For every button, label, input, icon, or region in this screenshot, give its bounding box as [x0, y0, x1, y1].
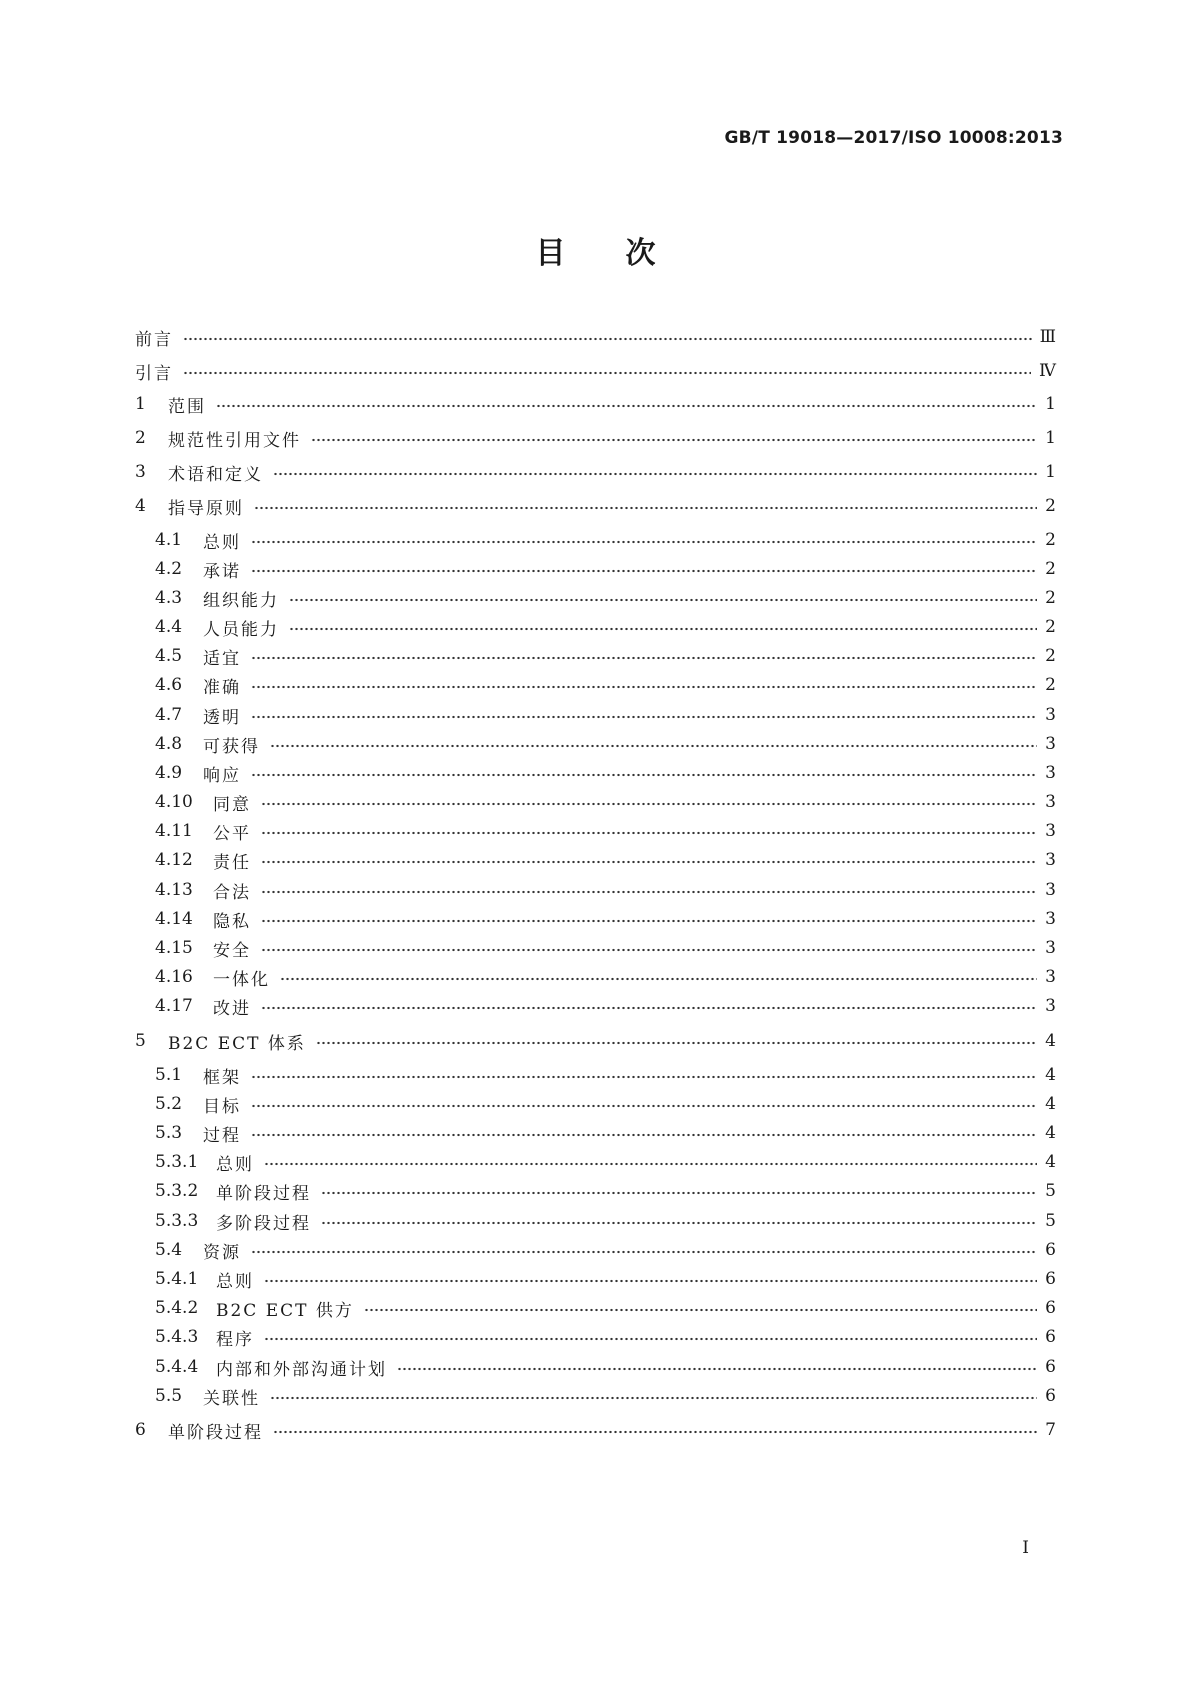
toc-entry-page: 4 [1045, 1152, 1056, 1172]
toc-entry-number: 4.9 [155, 763, 183, 783]
toc-entry[interactable] [0, 460, 1191, 484]
toc-entry-page: 2 [1045, 675, 1056, 695]
toc-entry[interactable] [0, 936, 1191, 960]
toc-entry[interactable] [0, 644, 1191, 668]
toc-entry-page: 4 [1045, 1094, 1056, 1114]
toc-entry-page: 4 [1045, 1031, 1056, 1051]
toc-entry-title: 程序 [216, 1329, 254, 1350]
dot-leader [261, 790, 1037, 814]
toc-entry[interactable] [0, 1121, 1191, 1145]
toc-entry[interactable] [0, 1355, 1191, 1379]
toc-entry-number: 4.7 [155, 705, 183, 725]
dot-leader [183, 325, 1032, 349]
toc-entry[interactable] [0, 703, 1191, 727]
toc-entry[interactable] [0, 1296, 1191, 1320]
toc-entry[interactable] [0, 1384, 1191, 1408]
toc-entry-number: 4.16 [155, 967, 193, 987]
toc-entry-page: 5 [1045, 1211, 1056, 1231]
dot-leader [311, 426, 1037, 450]
toc-entry[interactable] [0, 994, 1191, 1018]
toc-entry[interactable] [0, 1325, 1191, 1349]
toc-entry-number: 4.1 [155, 530, 183, 550]
toc-entry-title: 适宜 [203, 648, 241, 669]
dot-leader [280, 965, 1037, 989]
toc-entry-title: 公平 [213, 823, 251, 844]
toc-entry-title: 总则 [216, 1154, 254, 1175]
toc-entry-number: 4.3 [155, 588, 183, 608]
toc-entry-page: 3 [1045, 967, 1056, 987]
toc-entry[interactable] [0, 392, 1191, 416]
dot-leader [264, 1325, 1037, 1349]
toc-entry-page: 3 [1045, 821, 1056, 841]
toc-entry-title: 承诺 [203, 561, 241, 582]
dot-leader [289, 586, 1037, 610]
toc-entry-number: 4.6 [155, 675, 183, 695]
toc-entry-number: 4.8 [155, 734, 183, 754]
dot-leader [321, 1179, 1037, 1203]
toc-entry-page: 3 [1045, 996, 1056, 1016]
toc-entry-title: 人员能力 [203, 619, 279, 640]
dot-leader [183, 359, 1031, 383]
toc-entry[interactable] [0, 1209, 1191, 1233]
dot-leader [254, 494, 1037, 518]
toc-entry-page: Ⅲ [1039, 327, 1056, 347]
toc-entry-page: Ⅳ [1039, 361, 1056, 381]
dot-leader [251, 528, 1037, 552]
toc-entry-title: 一体化 [213, 969, 270, 990]
toc-entry-number: 5.3.2 [155, 1181, 199, 1201]
toc-entry-page: 6 [1045, 1357, 1056, 1377]
table-of-contents [0, 325, 1191, 1555]
toc-entry-page: 5 [1045, 1181, 1056, 1201]
toc-entry[interactable] [0, 557, 1191, 581]
toc-entry-title: B2C ECT 供方 [216, 1300, 354, 1321]
toc-entry-number: 5.5 [155, 1386, 183, 1406]
dot-leader [261, 848, 1037, 872]
toc-entry-page: 3 [1045, 938, 1056, 958]
toc-entry[interactable] [0, 1150, 1191, 1174]
toc-entry-number: 5 [135, 1031, 146, 1051]
page-title: 目次 [535, 236, 716, 271]
toc-entry-page: 2 [1045, 646, 1056, 666]
toc-entry-title: 单阶段过程 [216, 1183, 311, 1204]
toc-entry-title: 前言 [135, 329, 173, 350]
toc-entry-number: 4 [135, 496, 146, 516]
toc-entry[interactable] [0, 761, 1191, 785]
toc-entry[interactable] [0, 1092, 1191, 1116]
toc-entry-title: 安全 [213, 940, 251, 961]
toc-entry-page: 6 [1045, 1327, 1056, 1347]
toc-entry-page: 3 [1045, 792, 1056, 812]
dot-leader [316, 1029, 1037, 1053]
page-number: I [1022, 1538, 1029, 1558]
toc-entry[interactable] [0, 1029, 1191, 1053]
toc-entry-page: 2 [1045, 530, 1056, 550]
toc-entry-page: 2 [1045, 617, 1056, 637]
dot-leader [251, 644, 1037, 668]
toc-entry[interactable] [0, 907, 1191, 931]
toc-entry-title: 范围 [168, 396, 206, 417]
toc-entry-title: 引言 [135, 363, 173, 384]
toc-entry-title: 关联性 [203, 1388, 260, 1409]
toc-entry-number: 4.5 [155, 646, 183, 666]
toc-entry-number: 3 [135, 462, 146, 482]
dot-leader [251, 1238, 1037, 1262]
toc-entry-title: 责任 [213, 852, 251, 873]
toc-entry[interactable] [0, 528, 1191, 552]
toc-entry-page: 1 [1045, 462, 1056, 482]
toc-entry-number: 4.15 [155, 938, 193, 958]
toc-entry[interactable] [0, 1238, 1191, 1262]
dot-leader [270, 1384, 1037, 1408]
toc-entry-page: 6 [1045, 1386, 1056, 1406]
toc-entry-page: 3 [1045, 705, 1056, 725]
toc-entry[interactable] [0, 965, 1191, 989]
toc-entry[interactable] [0, 426, 1191, 450]
dot-leader [273, 1418, 1037, 1442]
toc-entry-title: 目标 [203, 1096, 241, 1117]
toc-entry-title: 内部和外部沟通计划 [216, 1359, 387, 1380]
toc-entry-title: 组织能力 [203, 590, 279, 611]
toc-entry-number: 5.3.3 [155, 1211, 199, 1231]
toc-entry[interactable] [0, 615, 1191, 639]
toc-entry[interactable] [0, 494, 1191, 518]
toc-entry-number: 5.3.1 [155, 1152, 199, 1172]
toc-entry[interactable] [0, 848, 1191, 872]
toc-entry-number: 5.4.4 [155, 1357, 199, 1377]
toc-entry-title: 过程 [203, 1125, 241, 1146]
toc-entry-title: 改进 [213, 998, 251, 1019]
toc-entry-page: 3 [1045, 763, 1056, 783]
toc-entry-title: 透明 [203, 707, 241, 728]
dot-leader [264, 1150, 1037, 1174]
toc-entry-number: 4.12 [155, 850, 193, 870]
toc-entry-page: 4 [1045, 1123, 1056, 1143]
toc-entry-page: 2 [1045, 588, 1056, 608]
dot-leader [273, 460, 1037, 484]
toc-entry-number: 4.17 [155, 996, 193, 1016]
dot-leader [397, 1355, 1037, 1379]
toc-entry-page: 7 [1045, 1420, 1056, 1440]
dot-leader [261, 878, 1037, 902]
dot-leader [251, 761, 1037, 785]
dot-leader [261, 936, 1037, 960]
toc-entry-title: B2C ECT 体系 [168, 1033, 306, 1054]
toc-entry-number: 4.10 [155, 792, 193, 812]
toc-entry-page: 4 [1045, 1065, 1056, 1085]
toc-entry-title: 单阶段过程 [168, 1422, 263, 1443]
toc-entry-title: 响应 [203, 765, 241, 786]
dot-leader [251, 1092, 1037, 1116]
toc-entry-number: 5.2 [155, 1094, 183, 1114]
dot-leader [251, 703, 1037, 727]
toc-entry-page: 6 [1045, 1298, 1056, 1318]
dot-leader [251, 1063, 1037, 1087]
toc-entry-number: 2 [135, 428, 146, 448]
toc-entry-number: 5.3 [155, 1123, 183, 1143]
dot-leader [264, 1267, 1037, 1291]
toc-entry-page: 6 [1045, 1240, 1056, 1260]
toc-entry-number: 1 [135, 394, 146, 414]
toc-entry[interactable] [0, 819, 1191, 843]
toc-entry-title: 规范性引用文件 [168, 430, 301, 451]
dot-leader [289, 615, 1037, 639]
dot-leader [216, 392, 1037, 416]
dot-leader [251, 673, 1037, 697]
toc-entry[interactable] [0, 673, 1191, 697]
toc-entry-page: 3 [1045, 880, 1056, 900]
toc-entry[interactable] [0, 1063, 1191, 1087]
toc-entry[interactable] [0, 878, 1191, 902]
toc-entry-page: 2 [1045, 496, 1056, 516]
dot-leader [261, 994, 1037, 1018]
toc-entry-title: 术语和定义 [168, 464, 263, 485]
toc-entry-page: 2 [1045, 559, 1056, 579]
toc-entry-title: 总则 [216, 1271, 254, 1292]
dot-leader [261, 907, 1037, 931]
toc-entry[interactable] [0, 1418, 1191, 1442]
toc-entry-title: 准确 [203, 677, 241, 698]
toc-entry-number: 4.11 [155, 821, 193, 841]
toc-entry-page: 3 [1045, 909, 1056, 929]
toc-entry-number: 4.4 [155, 617, 183, 637]
dot-leader [321, 1209, 1037, 1233]
toc-entry[interactable] [0, 586, 1191, 610]
toc-entry[interactable] [0, 1179, 1191, 1203]
toc-entry-number: 5.4.1 [155, 1269, 199, 1289]
dot-leader [261, 819, 1037, 843]
toc-entry[interactable] [0, 1267, 1191, 1291]
toc-entry-title: 隐私 [213, 911, 251, 932]
dot-leader [251, 1121, 1037, 1145]
standard-code: GB/T 19018—2017/ISO 10008:2013 [724, 128, 1063, 148]
toc-entry-title: 同意 [213, 794, 251, 815]
toc-entry-number: 5.4.2 [155, 1298, 199, 1318]
toc-entry-title: 合法 [213, 882, 251, 903]
dot-leader [270, 732, 1037, 756]
toc-entry-page: 3 [1045, 734, 1056, 754]
toc-entry-title: 总则 [203, 532, 241, 553]
toc-entry-title: 指导原则 [168, 498, 244, 519]
dot-leader [364, 1296, 1037, 1320]
toc-entry[interactable] [0, 325, 1191, 349]
toc-entry[interactable] [0, 732, 1191, 756]
dot-leader [251, 557, 1037, 581]
toc-entry-title: 框架 [203, 1067, 241, 1088]
toc-entry-page: 1 [1045, 394, 1056, 414]
toc-entry-page: 3 [1045, 850, 1056, 870]
toc-entry-number: 6 [135, 1420, 146, 1440]
toc-entry-title: 多阶段过程 [216, 1213, 311, 1234]
toc-entry-title: 可获得 [203, 736, 260, 757]
toc-entry-page: 1 [1045, 428, 1056, 448]
toc-entry-number: 5.4.3 [155, 1327, 199, 1347]
toc-entry-number: 4.14 [155, 909, 193, 929]
toc-entry-number: 5.1 [155, 1065, 183, 1085]
toc-entry-number: 4.13 [155, 880, 193, 900]
toc-entry-title: 资源 [203, 1242, 241, 1263]
toc-entry[interactable] [0, 790, 1191, 814]
toc-entry-page: 6 [1045, 1269, 1056, 1289]
toc-entry-number: 4.2 [155, 559, 183, 579]
toc-entry[interactable] [0, 359, 1191, 383]
toc-entry-number: 5.4 [155, 1240, 183, 1260]
